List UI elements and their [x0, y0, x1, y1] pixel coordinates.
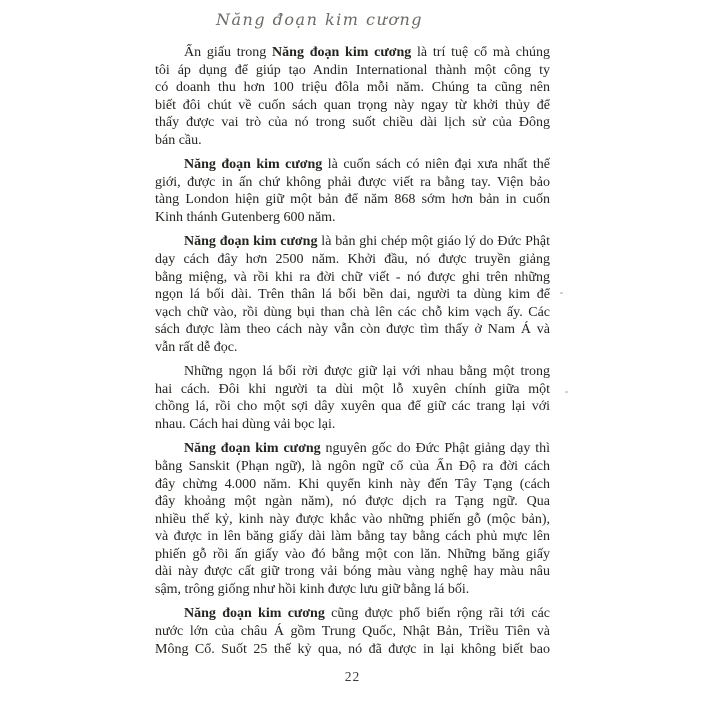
text-line: vạch chữ vào, rồi dùng bụi than chà lên các chỗ kim vạch ấy. Các — [155, 304, 550, 320]
text-line: Những ngọn lá bối rời được giữ lại với nhau bằng một trong — [184, 364, 550, 380]
text-line: ngọn lá bối dài. Trên thân lá bối bền dai, người ta dùng kim để — [155, 287, 550, 303]
text-line: dạy cách đây hơn 2500 năm. Khởi đầu, nó được truyền giảng — [155, 252, 550, 268]
bold-book-title: Năng đoạn kim cương — [272, 45, 412, 60]
text-line: Năng đoạn kim cương là cuốn sách có niên đại xưa nhất thế — [184, 157, 550, 173]
paragraph — [155, 233, 550, 356]
text-line: thấy được vai trò của nó trong suốt chiều dài lịch sử của Đông — [155, 115, 550, 131]
text-line: giới, được in ấn chứ không phải được viết ra bằng tay. Viện bảo — [155, 174, 550, 190]
text-line: Năng đoạn kim cương là bản ghi chép một giáo lý do Đức Phật — [184, 234, 550, 250]
text-line: chồng lá, rồi cho một sợi dây xuyên qua để giữ các trang lại với — [155, 399, 550, 415]
text-line: dài này được cất giữ trong vải bóng màu vàng nghệ hay màu nâu — [155, 564, 550, 580]
paragraph — [155, 363, 550, 433]
text-line: sậm, trông giống như hồi kinh được lưu giữ bằng lá bối. — [155, 581, 470, 597]
text-line: tàng London hiện giữ một bản để năm 868 sớm hơn bản in cuốn — [155, 192, 550, 208]
bold-book-title: Năng đoạn kim cương — [184, 441, 321, 457]
text-line: hai cách. Đôi khi người ta dùi một lỗ xuyên chính giữa một — [155, 381, 550, 397]
text-line: biết đôi chút về cuốn sách quan trọng này ngay từ khởi thủy để — [155, 97, 550, 113]
text-line: bằng miệng, và rồi khi ra đời chữ viết - nó được ghi trên những — [155, 269, 550, 285]
body-text — [155, 44, 550, 665]
bold-book-title: Năng đoạn kim cương — [184, 234, 318, 250]
text-line: Ẩn giấu trong Năng đoạn kim cương là trí tuệ cổ mà chúng — [184, 45, 550, 60]
text-line: vẫn rất dễ đọc. — [155, 339, 238, 355]
text-line: Năng đoạn kim cương cũng được phổ biến rộng rãi tới các — [184, 606, 550, 622]
bold-book-title: Năng đoạn kim cương — [184, 157, 323, 173]
running-header: Năng đoạn kim cương — [216, 10, 423, 29]
text-line: phiến gỗ rồi ấn giấy vào đó bằng một con lăn. Những băng giấy — [155, 546, 550, 562]
text-line: đây chừng 4.000 năm. Khi quyển kinh này đến Tây Tạng (cách — [155, 476, 550, 492]
text-line: tôi áp dụng để giúp tạo Andin International thành một công ty — [155, 62, 550, 78]
text-line: sách được làm theo cách này vẫn còn được tìm thấy ở Nam Á và — [155, 322, 550, 338]
text-line: Kinh thánh Gutenberg 600 năm. — [155, 209, 336, 225]
page-speck — [560, 292, 563, 294]
paragraph — [155, 156, 550, 226]
paragraph — [155, 605, 550, 658]
page-number: 22 — [344, 669, 361, 684]
text-line: Mông Cổ. Suốt 25 thế kỷ qua, nó đã được in lại không biết bao — [155, 641, 550, 657]
text-line: và được in lên băng giấy dài làm bằng tay bằng cách phủ mực lên — [155, 529, 550, 545]
page-speck — [565, 391, 568, 393]
text-line: nhau. Cách hai dùng vải bọc lại. — [155, 416, 336, 432]
text-line: có doanh thu hơn 100 triệu đôla mỗi năm. Chúng ta cũng nên — [155, 80, 550, 96]
paragraph — [155, 440, 550, 598]
text-line: nhiều thế kỷ, kinh này được khắc vào những phiến gỗ (mộc bản), — [155, 511, 550, 527]
text-line: bán cầu. — [155, 132, 202, 148]
text-line: nước lớn của châu Á gồm Trung Quốc, Nhật Bản, Triều Tiên và — [155, 623, 550, 639]
text-line: bằng Sanskit (Phạn ngữ), là ngôn ngữ cổ của Ấn Độ ra đời cách — [155, 459, 550, 475]
text-line: đây khoảng một ngàn năm), nó được dịch ra Tạng ngữ. Qua — [155, 494, 550, 510]
paragraph — [155, 44, 550, 149]
bold-book-title: Năng đoạn kim cương — [184, 606, 325, 622]
text-line: Năng đoạn kim cương nguyên gốc do Đức Phật giảng dạy thì — [184, 441, 550, 457]
